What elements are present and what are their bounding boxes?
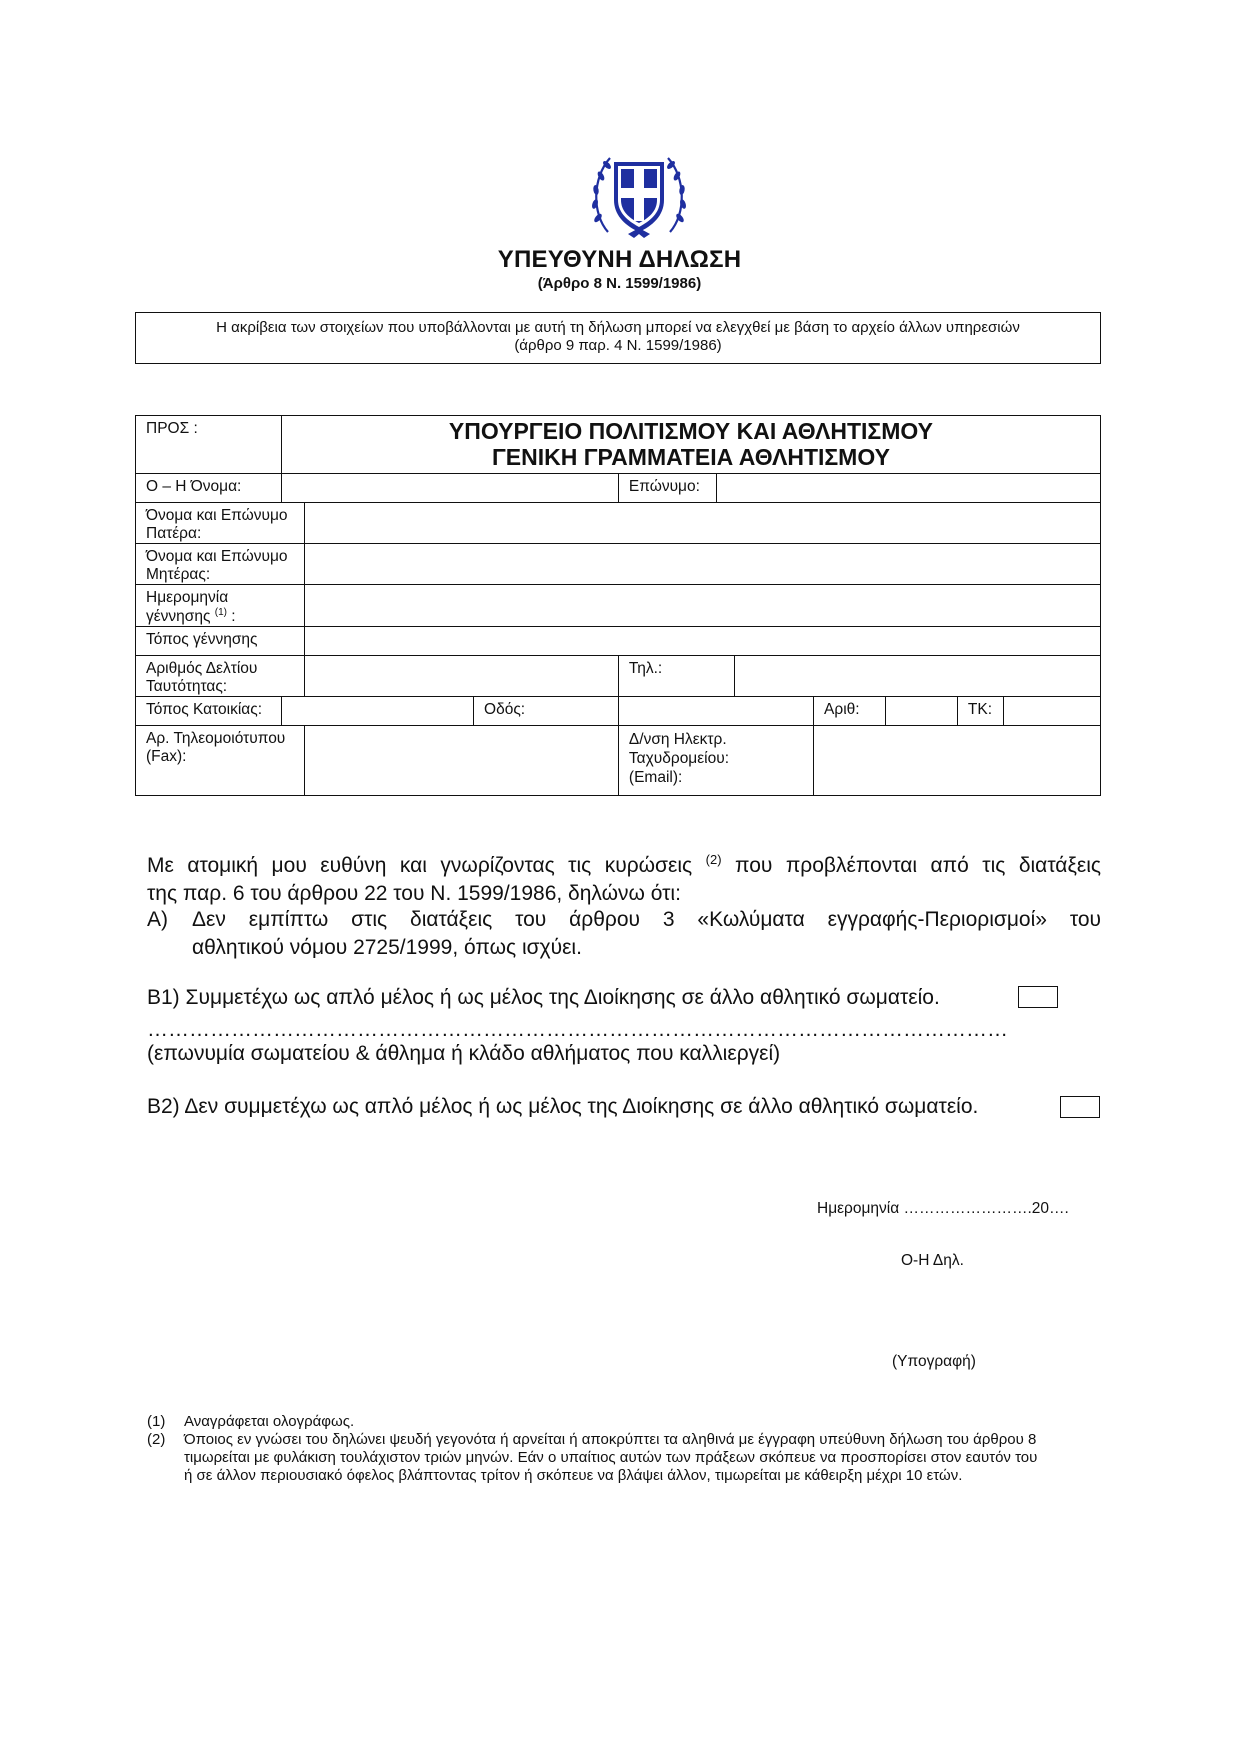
street-label [474,697,619,726]
to-label: ΠΡΟΣ : [136,416,282,474]
residence-label: Τόπος Κατοικίας: [136,697,282,726]
declaration-intro-part-1: Με ατομική μου ευθύνη και γνωρίζοντας τις κυρώσεις [147,854,693,877]
residence-field[interactable] [281,697,473,726]
accuracy-notice-box [135,312,1101,364]
birth-place-field[interactable] [305,627,1101,656]
street-field[interactable] [618,697,813,726]
email-field[interactable] [814,726,1101,796]
declaration-intro-line-1 [147,846,1101,880]
mother-name-label: Όνομα και Επώνυμο Μητέρας: [136,544,305,585]
birth-place-label: Τόπος γέννησης [136,627,305,656]
footnote-2-line-3: ή σε άλλον περιουσιακό όφελος βλάπτοντας τρίτον ή σκόπευε να βλάψει άλλον, τιμωρείται με κάθειρξη μέχρι 10 ετών. [184,1467,963,1484]
date-line: Ημερομηνία …………………….20…. [817,1200,1069,1217]
birth-date-colon: : [226,608,236,626]
accuracy-notice-line-1: Η ακρίβεια των στοιχείων που υποβάλλονται με αυτή τη δήλωση μπορεί να ελεγχθεί με βάση το αρχείο άλλων υπηρεσιών [216,319,1020,336]
street-label-text: Οδός: [484,701,526,719]
declarant-label: Ο-Η Δηλ. [901,1252,964,1269]
email-label-line-2: Ταχυδρομείου: [628,750,729,768]
clause-b1-text: Β1) Συμμετέχω ως απλό μέλος ή ως μέλος της Διοίκησης σε άλλο αθλητικό σωματείο. [147,986,940,1009]
club-name-hint: (επωνυμία σωματείου & άθλημα ή κλάδο αθλήματος που καλλιεργεί) [147,1042,781,1065]
clause-b2-text: Β2) Δεν συμμετέχω ως απλό μέλος ή ως μέλος της Διοίκησης σε άλλο αθλητικό σωματείο. [147,1095,979,1118]
footnote-2-ref: (2) [705,852,722,867]
postcode-field[interactable] [1004,697,1101,726]
recipient-line-2: ΓΕΝΙΚΗ ΓΡΑΜΜΑΤΕΙΑ ΑΘΛΗΤΙΣΜΟΥ [491,444,890,470]
clause-a-line-1: Δεν εμπίπτω στις διατάξεις του άρθρου 3 «Κωλύματα εγγραφής-Περιορισμοί» του [192,908,1101,931]
birth-date-label [136,585,305,627]
declaration-intro-part-2: που προβλέπονται από τις διατάξεις [735,854,1102,877]
father-name-label: Όνομα και Επώνυμο Πατέρα: [136,503,305,544]
email-label-line-1: Δ/νση Ηλεκτρ. [628,731,727,749]
recipient-cell [281,416,1100,474]
clause-a [192,906,1101,962]
number-label: Αριθ: [814,697,886,726]
clause-a-marker: Α) [147,908,168,931]
signature-label: (Υπογραφή) [892,1353,976,1370]
id-number-field[interactable] [305,656,619,697]
footnote-2-line-1: Όποιος εν γνώσει του δηλώνει ψευδή γεγονότα ή αρνείται ή αποκρύπτει τα αληθινά με έγγραφη υπεύθυνη δήλωση του άρθρου 8 [184,1431,1037,1448]
declaration-intro-line-2: της παρ. 6 του άρθρου 22 του Ν. 1599/1986, δηλώνω ότι: [147,882,681,905]
number-field[interactable] [886,697,957,726]
hellenic-republic-emblem [588,148,690,242]
first-name-label: Ο – Η Όνομα: [136,474,282,503]
fax-label: Αρ. Τηλεομοιότυπου (Fax): [136,726,305,796]
declaration-intro [147,846,1101,908]
id-number-label: Αριθμός Δελτίου Ταυτότητας: [136,656,305,697]
surname-label: Επώνυμο: [618,474,717,503]
accuracy-notice-line-2: (άρθρο 9 παρ. 4 Ν. 1599/1986) [514,337,722,354]
footnote-2-text [184,1431,1134,1485]
fax-field[interactable] [305,726,619,796]
document-subtitle: (Άρθρο 8 Ν. 1599/1986) [537,275,702,292]
email-label [618,726,813,796]
phone-field[interactable] [734,656,1100,697]
mother-name-field[interactable] [305,544,1101,585]
footnote-1-marker: (1) [147,1413,166,1430]
footnote-2-line-2: τιμωρείται με φυλάκιση τουλάχιστον τριών μηνών. Εάν ο υπαίτιος αυτών των πράξεων σκόπευε να προσπορίσει στον εαυτόν του [184,1449,1038,1466]
postcode-label: ΤΚ: [957,697,1003,726]
footnote-1-text: Αναγράφεται ολογράφως. [184,1413,355,1430]
clause-a-line-2: αθλητικού νόμου 2725/1999, όπως ισχύει. [192,936,582,959]
first-name-field[interactable] [281,474,618,503]
birth-date-field[interactable] [305,585,1101,627]
document-title: ΥΠΕΥΘΥΝΗ ΔΗΛΩΣΗ [497,246,742,273]
email-label-line-3: (Email): [628,769,683,787]
phone-label: Τηλ.: [618,656,734,697]
recipient-line-1: ΥΠΟΥΡΓΕΙΟ ΠΟΛΙΤΙΣΜΟΥ ΚΑΙ ΑΘΛΗΤΙΣΜΟΥ [448,418,933,444]
footnote-2-marker: (2) [147,1431,166,1448]
surname-field[interactable] [717,474,1101,503]
father-name-field[interactable] [305,503,1101,544]
personal-details-table [135,415,1101,796]
club-name-dotted-line: …………………………………………………………………………………………………………… [147,1018,1008,1041]
clause-b1-checkbox[interactable] [1018,986,1058,1008]
birth-date-label-text: Ημερομηνία γέννησης [146,589,229,626]
clause-b2-checkbox[interactable] [1060,1096,1100,1118]
footnote-1-ref: (1) [214,607,227,618]
